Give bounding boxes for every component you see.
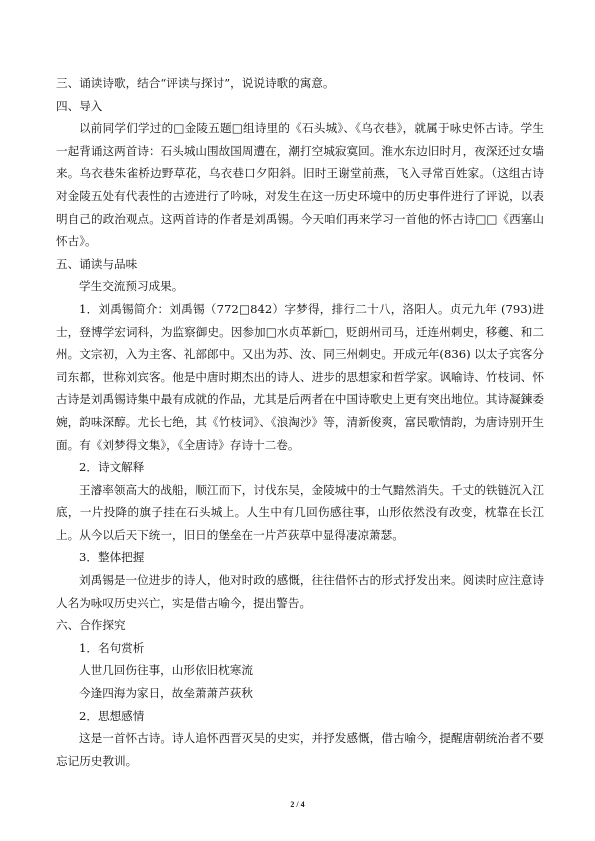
section-5-item-2-title: 2．诗文解释 bbox=[79, 460, 145, 475]
section-6-item-2-title: 2．思想感情 bbox=[79, 708, 145, 723]
section-5-item-2-body: 王濬率领高大的战船，顺江而下，讨伐东吴，金陵城中的士气黯然消失。千丈的铁链沉入江底，一片投降的旗子挂在石头城上。人生中有几回伤感往事，山形依然没有改变，枕靠在长江上。从今以后天下统一，旧日的堡垒在一片芦荻草中显得凄凉萧瑟。 bbox=[56, 482, 544, 542]
section-5-item-1: 1．刘禹锡简介：刘禹锡（772□842）字梦得，排行二十八，洛阳人。贞元九年 (793)进士，登博学宏词科，为监察御史。因参加□水贞革新□，贬朗州司马，迁连州刺史，移夔、和二州。文宗初，入为主客、礼部郎中。又出为苏、汝、同三州刺史。开成元年(836) 以太子宾客分司东都，世称刘宾客。他是中唐时期杰出的诗人、进步的思想家和哲学家。讽喻诗、竹枝词、怀古诗是刘禹锡诗集中最有成就的作品，尤其是后两者在中国诗歌史上更有突出地位。其诗凝鍊委婉，韵味深醇。尤长七绝，其《竹枝词》、《浪淘沙》等，清新俊爽，富民歌情韵，为唐诗别开生面。有《刘梦得文集》，《全唐诗》存诗十二卷。 bbox=[56, 301, 544, 452]
section-3-heading: 三、诵读诗歌，结合“评读与探讨”，说说诗歌的寓意。 bbox=[56, 76, 335, 90]
page-content bbox=[56, 72, 544, 772]
page-number: 2 / 4 bbox=[290, 800, 305, 809]
poem-line-2: 今逢四海为家日，故垒萧萧芦荻秋 bbox=[79, 686, 253, 701]
section-4-heading: 四、导入 bbox=[56, 98, 103, 113]
section-4-paragraph: 以前同学们学过的□金陵五题□组诗里的《石头城》、《乌衣巷》，就属于咏史怀古诗。学生一起背诵这两首诗：石头城山围故国周遭在，潮打空城寂寞回。淮水东边旧时月，夜深还过女墙来。乌衣巷朱雀桥边野草花，乌衣巷口夕阳斜。旧时王谢堂前燕，飞入寻常百姓家。（这组古诗对金陵五处有代表性的古迹进行了吟咏，对发生在这一历史环境中的历史事件进行了评说，以表明自己的政治观点。这两首诗的作者是刘禹锡。今天咱们再来学习一首他的怀古诗□□《西塞山怀古》。 bbox=[56, 121, 544, 249]
section-6-item-2-body: 这是一首怀古诗。诗人追怀西晋灭吴的史实，并抒发感慨，借古喻今，提醒唐朝统治者不要忘记历史教训。 bbox=[56, 731, 544, 768]
section-6-item-1-title: 1．名句赏析 bbox=[79, 640, 145, 655]
section-5-item-3-title: 3．整体把握 bbox=[79, 550, 145, 565]
section-5-item-3-body: 刘禹锡是一位进步的诗人，他对时政的感慨，往往借怀古的形式抒发出来。阅读时应注意诗人名为咏叹历史兴亡，实是借古喻今，提出警告。 bbox=[56, 573, 544, 610]
section-5-heading: 五、诵读与品味 bbox=[56, 256, 138, 271]
section-6-heading: 六、合作探究 bbox=[56, 618, 126, 633]
poem-line-1: 人世几回伤往事，山形依旧枕寒流 bbox=[79, 663, 253, 678]
section-5-intro: 学生交流预习成果。 bbox=[79, 279, 184, 294]
